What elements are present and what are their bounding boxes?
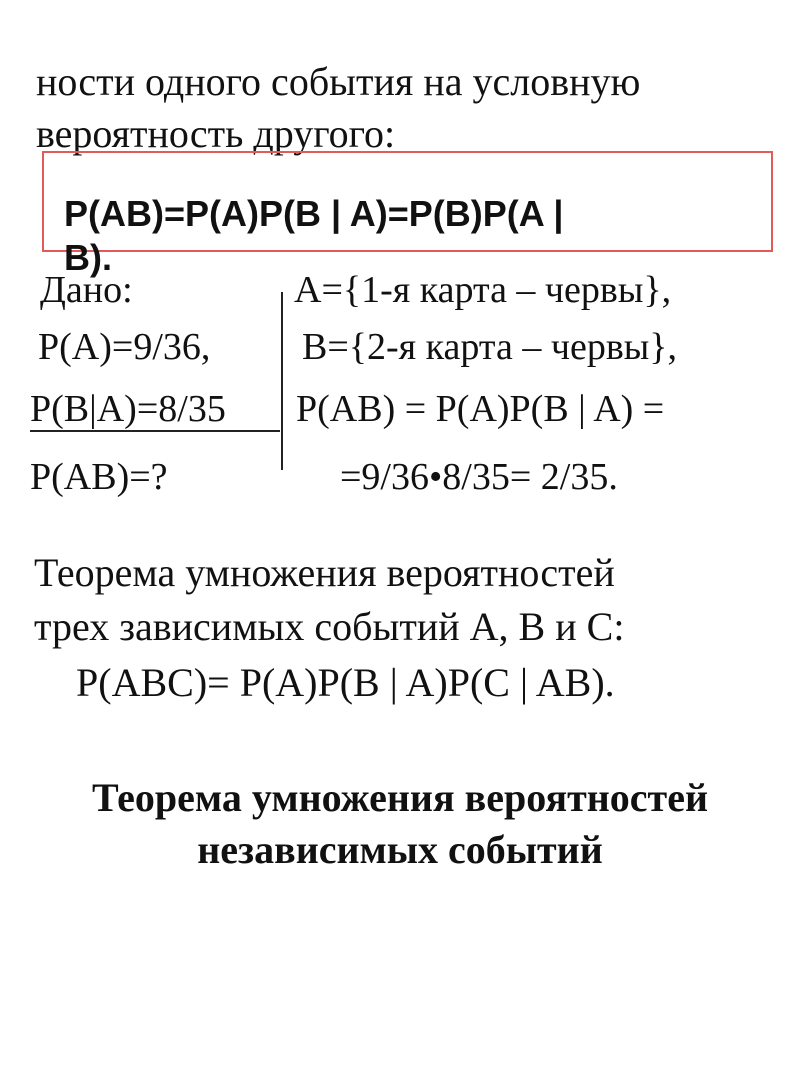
formula-line-2: B). (64, 237, 112, 278)
given-question: P(AB)=? (30, 456, 168, 498)
given-divider-horizontal (30, 430, 280, 432)
theorem-independent-title-1: Теорема умножения вероятностей (92, 775, 708, 820)
intro-line-1: ности одного события на условную (36, 59, 641, 104)
theorem-independent-title-2: независимых событий (197, 827, 603, 872)
solution-result: =9/36•8/35= 2/35. (340, 456, 618, 498)
formula-line-1: P(AB)=P(A)P(B | A)=P(B)P(A | (64, 193, 564, 234)
intro-line-2: вероятность другого: (36, 111, 396, 156)
given-label: Дано: (40, 269, 133, 311)
theorem-three-line-2: трех зависимых событий A, B и C: (34, 604, 625, 649)
theorem-three-formula: P(ABC)= P(A)P(B | A)P(C | AB). (76, 660, 615, 705)
event-a: A={1-я карта – червы}, (294, 269, 672, 311)
given-pba: P(B|A)=8/35 (30, 388, 226, 430)
solution-formula: P(AB) = P(A)P(B | A) = (296, 388, 665, 430)
theorem-three-line-1: Теорема умножения вероятностей (34, 550, 615, 595)
event-b: B={2-я карта – червы}, (302, 326, 678, 368)
given-divider-vertical (281, 292, 283, 470)
given-pa: P(A)=9/36, (38, 326, 211, 368)
